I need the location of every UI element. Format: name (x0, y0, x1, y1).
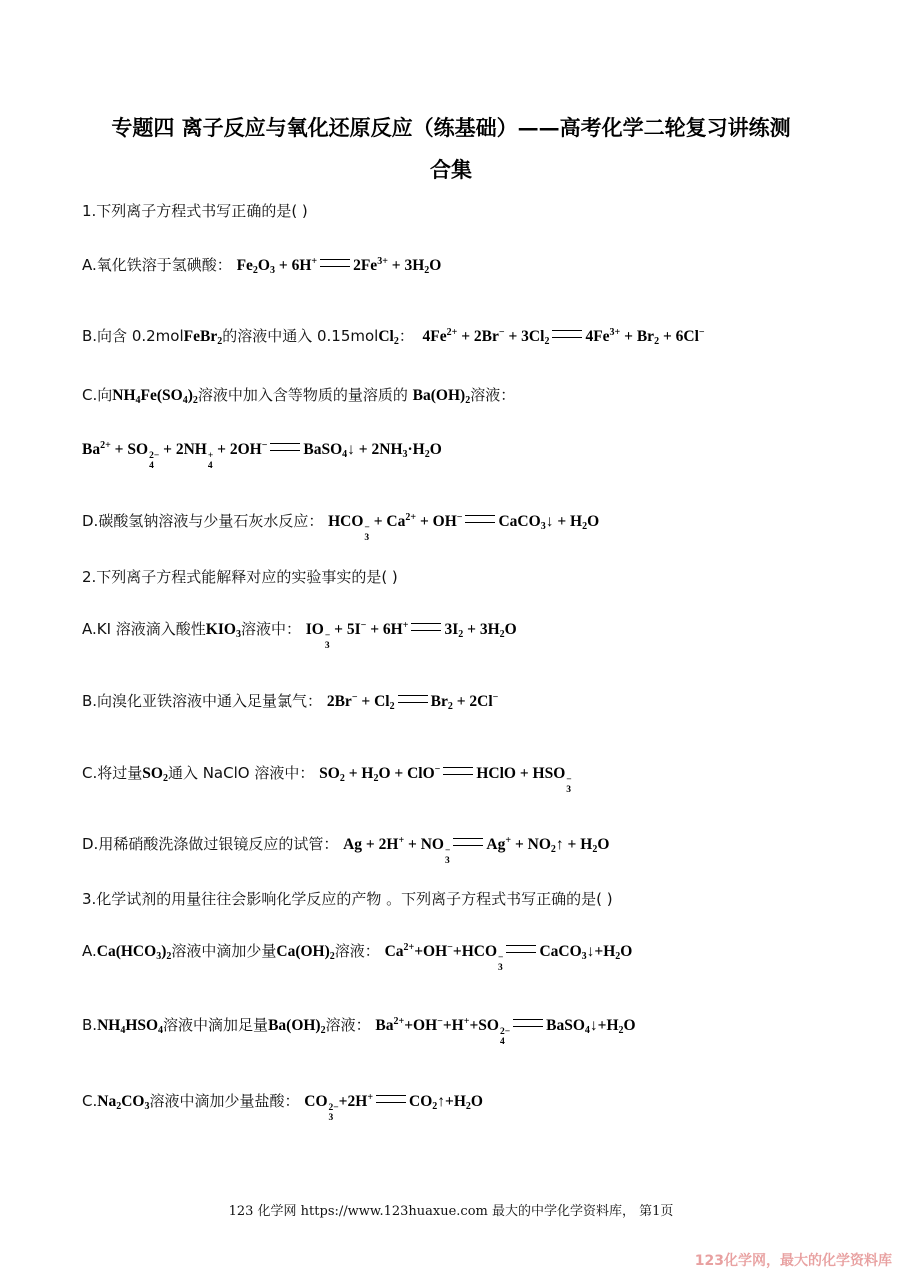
q1-a-text: A.氧化铁溶于氢碘酸： (82, 256, 232, 274)
q2-c-equation: $SO_2 + H_2O + ClO^-$ HClO + HSO − 3 (319, 764, 572, 795)
q3-c-equation: CO 2− 3 +2H+ $CO_2↑+H_2O$ (304, 1092, 483, 1123)
q1-b-text2: 的溶液中通入 0.15mol (222, 327, 379, 345)
q1-option-a (82, 254, 441, 275)
q3-b-text2: 溶液中滴加足量 (163, 1016, 269, 1034)
q3-b-equation: $Ba^{2+}+OH^-+H^++SO$ 2− 4 $BaSO_4↓+H_2O$ (375, 1016, 636, 1047)
q3-c-text2: 溶液中滴加少量盐酸： (149, 1092, 300, 1110)
q3-c-text1: C. (82, 1092, 98, 1110)
q2-a-equation: IO − 3 + 5I− + 6H+ $3I_2 + 3H_2O$ (305, 620, 517, 651)
q1-b-text1: B.向含 0.2mol (82, 327, 184, 345)
q1-option-c-equation: $Ba^{2+}$ + SO 2− 4 + 2NH + 4 + 2OH− BaSO$_4$↓ + $2NH_3\cdot H_2O$ (82, 440, 442, 471)
page-footer: 123 化学网 https://www.123huaxue.com 最大的中学化学资料库， 第1页 (228, 1204, 674, 1219)
q2-option-b (82, 690, 498, 711)
q3-option-b: $B.NH_4HSO_4$溶液中滴加足量$Ba(OH)_2$溶液： $Ba^{2+}+OH^-+H^++SO$ 2− 4 $BaSO_4↓+H_2O$ (82, 1016, 636, 1047)
q2-d-text: D.用稀硝酸洗涤做过银镜反应的试管： (82, 835, 339, 853)
q3-option-c: $C.Na_2CO_3$溶液中滴加少量盐酸： CO 2− 3 +2H+ $CO_2↑+H_2O$ (82, 1092, 483, 1123)
q2-option-d (82, 833, 609, 866)
q2-d-equation: Ag + 2H+ + NO − 3 $Ag^+ + NO_2↑ + H_2O$ (343, 835, 610, 866)
doc-title-line1: 专题四 离子反应与氧化还原反应（练基础）——高考化学二轮复习讲练测 (111, 115, 791, 140)
q3-stem: 3.化学试剂的用量往往会影响化学反应的产物 。下列离子方程式书写正确的是( ) (82, 890, 613, 908)
q1-c-text1: C.向 (82, 386, 113, 404)
q3-a-text1: A. (82, 942, 97, 960)
q2-stem: 2.下列离子方程式能解释对应的实验事实的是( ) (82, 568, 398, 586)
q2-c-text1: C.将过量 (82, 764, 143, 782)
q2-a-text2: 溶液中： (240, 620, 301, 638)
q1-a-equation: $Fe_2O_3 + 6H^+$ $2Fe^{3+} + 3H_2O$ (236, 256, 442, 276)
q1-d-text: D.碳酸氢钠溶液与少量石灰水反应： (82, 512, 324, 530)
q2-b-text: B.向溴化亚铁溶液中通入足量氯气： (82, 692, 323, 710)
q3-a-text2: 溶液中滴加少量 (171, 942, 277, 960)
q1-c-text3: 溶液： (470, 386, 516, 404)
q3-a-equation: $Ca^{2+}+OH^-+HCO$ − 3 $CaCO_3↓+H_2O$ (384, 942, 633, 973)
q1-d-equation: HCO − 3 + $Ca^{2+} + OH^-$ CaCO$_3$↓ + $H_2O$ (328, 512, 600, 543)
q1-option-d (82, 510, 599, 543)
doc-title-line2: 合集 (430, 157, 472, 182)
site-watermark: 123化学网，最大的化学资料库 (694, 1253, 892, 1269)
q2-c-text2: 通入 NaClO 溶液中： (167, 764, 315, 782)
q1-b-equation: $4Fe^{2+} + 2Br^- + 3Cl_2$ $4Fe^{3+} + Br_2 + 6Cl^-$ (418, 327, 705, 347)
q2-option-a: A.KI 溶液滴入酸性$KIO_3$溶液中： IO − 3 + 5I− + 6H+ $3I_2 + 3H_2O$ (82, 620, 517, 651)
q1-c-text2: 溶液中加入含等物质的量溶质的 (197, 386, 408, 404)
q2-b-equation: $2Br^- + Cl_2$ $Br_2 + 2Cl^-$ (326, 692, 499, 712)
q3-option-a: $A.Ca(HCO_3)_2$溶液中滴加少量$Ca(OH)_2$溶液： $Ca^{2+}+OH^-+HCO$ − 3 $CaCO_3↓+H_2O$ (82, 942, 633, 973)
q3-b-text3: 溶液： (325, 1016, 371, 1034)
q3-b-text1: B. (82, 1016, 98, 1034)
q1-stem: 1.下列离子方程式书写正确的是( ) (82, 202, 308, 220)
q3-a-text3: 溶液： (334, 942, 380, 960)
q1-option-b: B.向含 0.2molFeBr$_2$的溶液中通入 0.15molCl$_2$： $4Fe^{2+} + 2Br^- + 3Cl_2$ $4Fe^{3+} + Br_2 + 6Cl^-$ (82, 327, 705, 347)
q2-option-c: C.将过量$SO_2$通入 NaClO 溶液中： $SO_2 + H_2O + ClO^-$ HClO + HSO − 3 (82, 764, 572, 795)
q1-b-text3: ： (398, 327, 414, 345)
q1-option-c: C.向$NH_4Fe(SO_4)_2$溶液中加入含等物质的量溶质的 $Ba(OH)_2$溶液： (82, 386, 516, 406)
q2-a-text1: A.KI 溶液滴入酸性 (82, 620, 206, 638)
